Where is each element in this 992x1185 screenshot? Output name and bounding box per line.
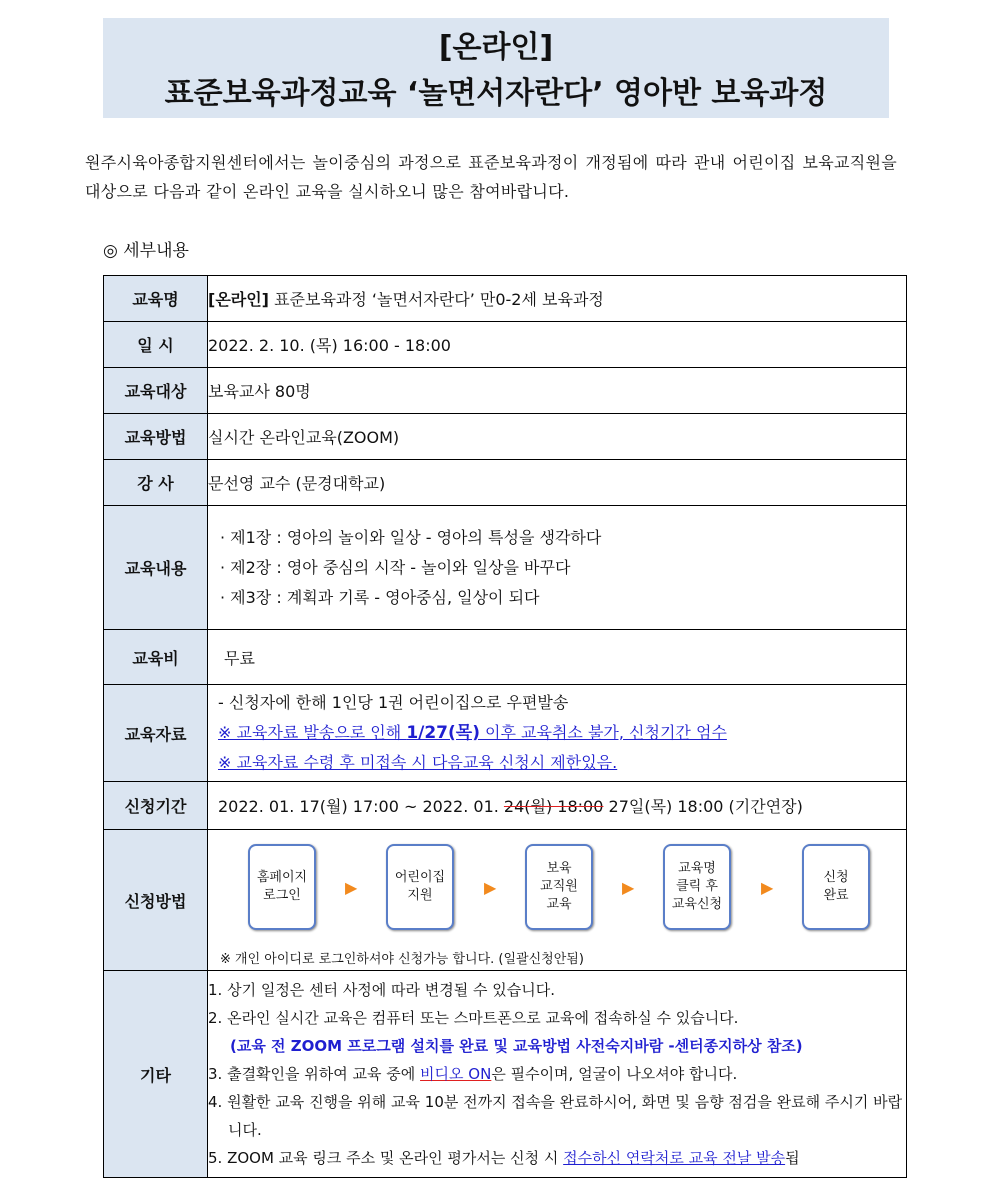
label-etc: 기타 — [104, 971, 208, 1178]
value-apply — [208, 830, 907, 971]
apply-flow — [208, 830, 906, 970]
etc-line1: 1. 상기 일정은 센터 사정에 따라 변경될 수 있습니다. — [208, 981, 556, 999]
etc-line3 — [208, 1060, 906, 1088]
period-b: 27일(목) 18:00 (기간연장) — [603, 797, 803, 816]
material-line2 — [218, 718, 906, 748]
step-2-label: 어린이집 지원 — [394, 870, 446, 903]
value-period — [208, 782, 907, 830]
step-3 — [525, 844, 593, 930]
label-method: 교육방법 — [104, 414, 208, 460]
content-item-3: · 제3장 : 계획과 기록 - 영아중심, 일상이 되다 — [220, 587, 540, 607]
step-1-label: 홈페이지 로그인 — [256, 870, 308, 903]
step-4 — [663, 844, 731, 930]
etc-line5 — [208, 1144, 906, 1172]
etc-line4: 4. 원활한 교육 진행을 위해 교육 10분 전까지 접속을 완료하시어, 화면 및 음향 점검을 완료해 주시기 바랍니다. — [208, 1093, 903, 1139]
content-item-2: · 제2장 : 영아 중심의 시작 - 놀이와 일상을 바꾸다 — [220, 557, 571, 577]
label-period: 신청기간 — [104, 782, 208, 830]
row-period — [104, 782, 907, 830]
step-5 — [802, 844, 870, 930]
etc-line5c: 됩 — [785, 1149, 800, 1167]
material-line2a: ※ 교육자료 발송으로 인해 — [218, 723, 407, 742]
arrow-icon: ▶ — [622, 878, 635, 897]
row-target — [104, 368, 907, 414]
value-content — [208, 506, 907, 630]
value-fee: 무료 — [208, 630, 907, 685]
step-3-label: 보육 교직원 교육 — [540, 861, 578, 912]
period-strike: 24(월) 18:00 — [503, 797, 604, 816]
value-date: 2022. 2. 10. (목) 16:00 - 18:00 — [208, 322, 907, 368]
details-table — [103, 275, 907, 1178]
apply-note: ※ 개인 아이디로 로그인하셔야 신청가능 합니다. (일괄신청안됨) — [220, 952, 584, 967]
value-name — [208, 276, 907, 322]
row-apply — [104, 830, 907, 971]
arrow-icon: ▶ — [761, 878, 774, 897]
label-lecturer: 강 사 — [104, 460, 208, 506]
material-line2b: 1/27(목) — [406, 723, 480, 743]
etc-line3c: 은 필수이며, 얼굴이 나오셔야 합니다. — [491, 1065, 738, 1083]
content-item-1: · 제1장 : 영아의 놀이와 일상 - 영아의 특성을 생각하다 — [220, 527, 602, 547]
value-name-rest: 표준보육과정 ‘놀면서자란다’ 만0-2세 보육과정 — [269, 290, 604, 309]
intro-paragraph: 원주시육아종합지원센터에서는 놀이중심의 과정으로 표준보육과정이 개정됨에 따라 관내 어린이집 보육교직원을 대상으로 다음과 같이 온라인 교육을 실시하오니 많은 참여바랍니다. — [85, 153, 897, 201]
step-1 — [248, 844, 316, 930]
title-banner — [103, 18, 889, 118]
material-line2c: 이후 교육취소 불가, 신청기간 엄수 — [479, 723, 727, 742]
row-content — [104, 506, 907, 630]
step-4-label: 교육명 클릭 후 교육신청 — [671, 861, 723, 912]
value-material — [208, 685, 907, 782]
etc-line3a: 3. 출결확인을 위하여 교육 중에 — [208, 1065, 421, 1083]
row-name — [104, 276, 907, 322]
etc-line2: 2. 온라인 실시간 교육은 컴퓨터 또는 스마트폰으로 교육에 접속하실 수 있습니다. — [208, 1009, 739, 1027]
label-name: 교육명 — [104, 276, 208, 322]
material-line1: - 신청자에 한해 1인당 1권 어린이집으로 우편발송 — [218, 693, 569, 712]
step-5-label: 신청 완료 — [823, 870, 849, 903]
etc-line5a: 5. ZOOM 교육 링크 주소 및 온라인 평가서는 신청 시 — [208, 1149, 564, 1167]
row-fee — [104, 630, 907, 685]
row-method — [104, 414, 907, 460]
label-fee: 교육비 — [104, 630, 208, 685]
etc-line2b: (교육 전 ZOOM 프로그램 설치를 완료 및 교육방법 사전숙지바람 -센터종지하상 참조) — [230, 1037, 803, 1055]
material-line3: ※ 교육자료 수령 후 미접속 시 다음교육 신청시 제한있음. — [218, 753, 618, 772]
period-a: 2022. 01. 17(월) 17:00 ~ 2022. 01. — [218, 797, 504, 816]
etc-line3b: 비디오 ON — [420, 1065, 492, 1083]
section-heading: ◎ 세부내용 — [103, 241, 189, 261]
label-material: 교육자료 — [104, 685, 208, 782]
row-material — [104, 685, 907, 782]
title-line1: [온라인] — [438, 30, 554, 65]
label-date: 일 시 — [104, 322, 208, 368]
row-lecturer — [104, 460, 907, 506]
title-line2: 표준보육과정교육 ‘놀면서자란다’ 영아반 보육과정 — [164, 76, 828, 111]
row-etc — [104, 971, 907, 1178]
arrow-icon: ▶ — [484, 878, 497, 897]
step-2 — [386, 844, 454, 930]
label-target: 교육대상 — [104, 368, 208, 414]
value-name-bold: [온라인] — [208, 290, 269, 309]
value-target: 보육교사 80명 — [208, 368, 907, 414]
value-lecturer: 문선영 교수 (문경대학교) — [208, 460, 907, 506]
etc-line5b: 접수하신 연락처로 교육 전날 발송 — [563, 1149, 786, 1167]
arrow-icon: ▶ — [345, 878, 358, 897]
row-date — [104, 322, 907, 368]
value-etc — [208, 971, 907, 1178]
value-method: 실시간 온라인교육(ZOOM) — [208, 414, 907, 460]
label-content: 교육내용 — [104, 506, 208, 630]
label-apply: 신청방법 — [104, 830, 208, 971]
